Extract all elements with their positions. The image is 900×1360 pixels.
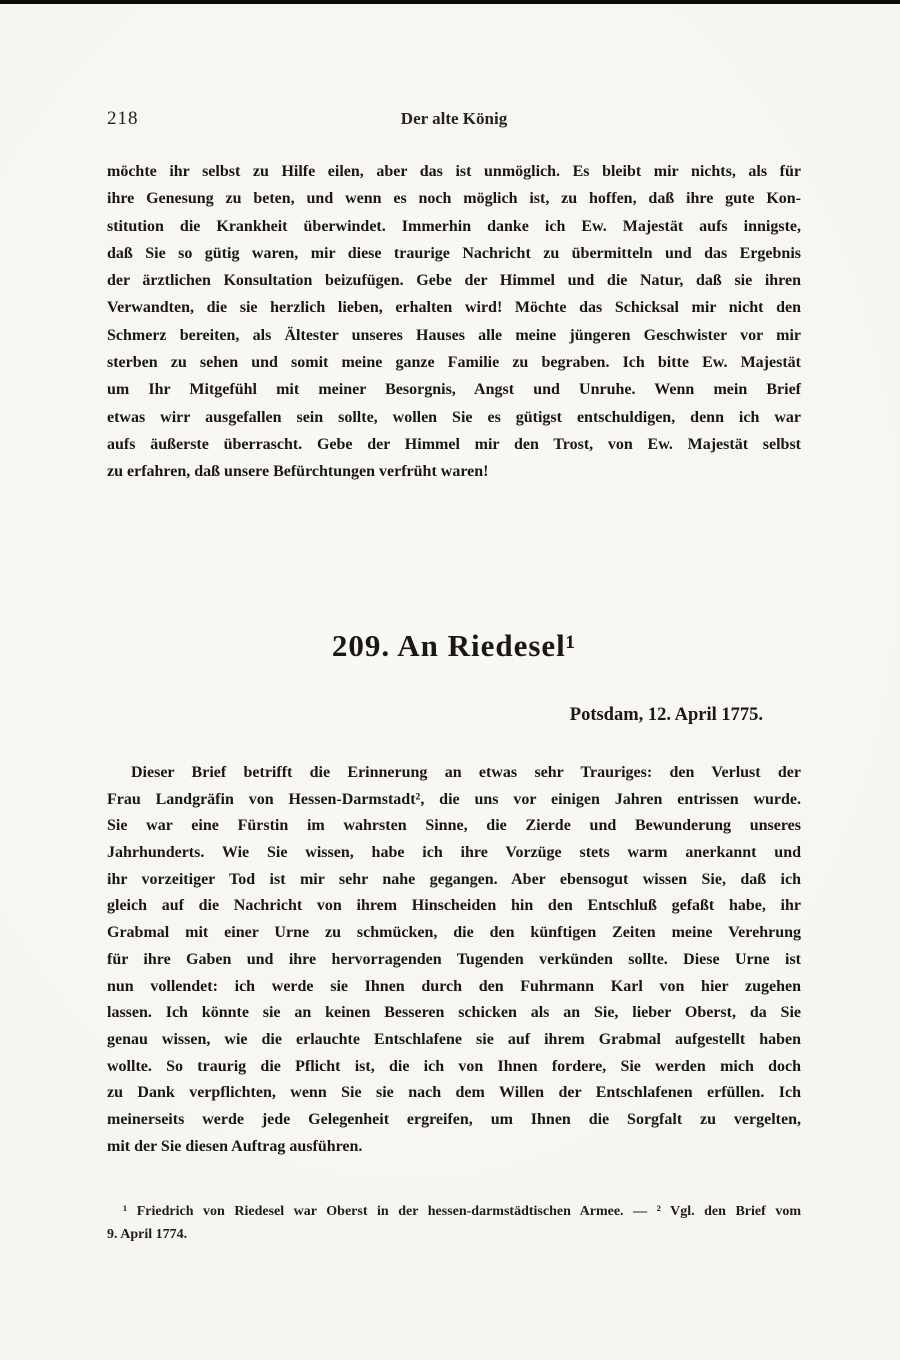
text-line: stitution die Krankheit überwindet. Immerhin danke ich Ew. Majestät aufs innigste, [107,217,801,235]
text-line: genau wissen, wie die erlauchte Entschlafene sie auf ihrem Grabmal aufgestellt haben [107,1030,801,1048]
text-line: der ärztlichen Konsultation beizufügen. Gebe der Himmel und die Natur, daß sie ihren [107,272,801,290]
text-line: daß Sie so gütig waren, mir diese traurige Nachricht zu übermitteln und das Ergebnis [107,244,801,262]
footnote [107,1201,801,1246]
letter-continuation-paragraph [107,158,801,486]
text-line: nun vollendet: ich werde sie Ihnen durch den Fuhrmann Karl von hier zugehen [107,977,801,995]
text-line: Grabmal mit einer Urne zu schmücken, die den künftigen Zeiten meine Verehrung [107,924,801,942]
text-line: etwas wirr ausgefallen sein sollte, wollen Sie es gütigst entschuldigen, denn ich war [107,408,801,426]
text-line: Frau Landgräfin von Hessen-Darmstadt², die uns vor einigen Jahren entrissen wurde. [107,790,801,808]
text-line: meinerseits werde jede Gelegenheit ergreifen, um Ihnen die Sorgfalt zu vergelten, [107,1110,801,1128]
text-line: Dieser Brief betrifft die Erinnerung an etwas sehr Trauriges: den Verlust der [131,764,801,781]
text-line: lassen. Ich könnte sie an keinen Besseren schicken als an Sie, lieber Oberst, da Sie [107,1004,801,1022]
text-line: zu erfahren, daß unsere Befürchtungen verfrüht waren! [107,463,489,481]
text-line: um Ihr Mitgefühl mit meiner Besorgnis, Angst und Unruhe. Wenn mein Brief [107,381,801,399]
text-line: gleich auf die Nachricht von ihrem Hinscheiden hin den Entschluß gefaßt habe, ihr [107,897,801,915]
letter-body-paragraph [107,760,801,1160]
text-line: möchte ihr selbst zu Hilfe eilen, aber das ist unmöglich. Es bleibt mir nichts, als für [107,163,801,180]
text-line: Schmerz bereiten, als Ältester unseres Hauses alle meine jüngeren Geschwister vor mir [107,326,801,344]
text-line: wollte. So traurig die Pflicht ist, die ich von Ihnen fordere, Sie werden mich doch [107,1057,801,1075]
text-line: Jahrhunderts. Wie Sie wissen, habe ich ihre Vorzüge stets warm anerkannt und [107,844,801,862]
text-line: zu Dank verpflichten, wenn Sie sie nach dem Willen der Entschlafenen erfüllen. Ich [107,1084,801,1102]
text-line: für ihre Gaben und ihre hervorragenden Tugenden verkünden sollte. Diese Urne ist [107,950,801,968]
scan-top-edge [0,0,900,4]
text-line: aufs äußerste überrascht. Gebe der Himmel mir den Trost, von Ew. Majestät selbst [107,435,801,453]
text-line: ¹ Friedrich von Riedesel war Oberst in der hessen-darmstädtischen Armee. — ² Vgl. den Brief vom [123,1204,801,1219]
section-heading: 209. An Riedesel¹ [331,628,577,663]
page-header [107,108,801,134]
running-title: Der alte König [400,109,508,128]
text-line: ihr vorzeitiger Tod ist mir sehr nahe gegangen. Aber ebensogut wissen Sie, daß ich [107,870,801,888]
text-line: sterben zu sehen und somit meine ganze Familie zu begraben. Ich bitte Ew. Majestät [107,354,801,372]
page-number: 218 [107,108,139,129]
dateline: Potsdam, 12. April 1775. [569,705,763,725]
text-line: ihre Genesung zu beten, und wenn es noch möglich ist, zu hoffen, daß ihre gute Kon- [107,190,801,208]
text-line: Sie war eine Fürstin im wahrsten Sinne, die Zierde und Bewunderung unseres [107,817,801,835]
text-line: mit der Sie diesen Auftrag ausführen. [107,1137,363,1155]
text-line: Verwandten, die sie herzlich lieben, erhalten wird! Möchte das Schicksal mir nicht den [107,299,801,317]
text-line: 9. April 1774. [107,1226,188,1242]
